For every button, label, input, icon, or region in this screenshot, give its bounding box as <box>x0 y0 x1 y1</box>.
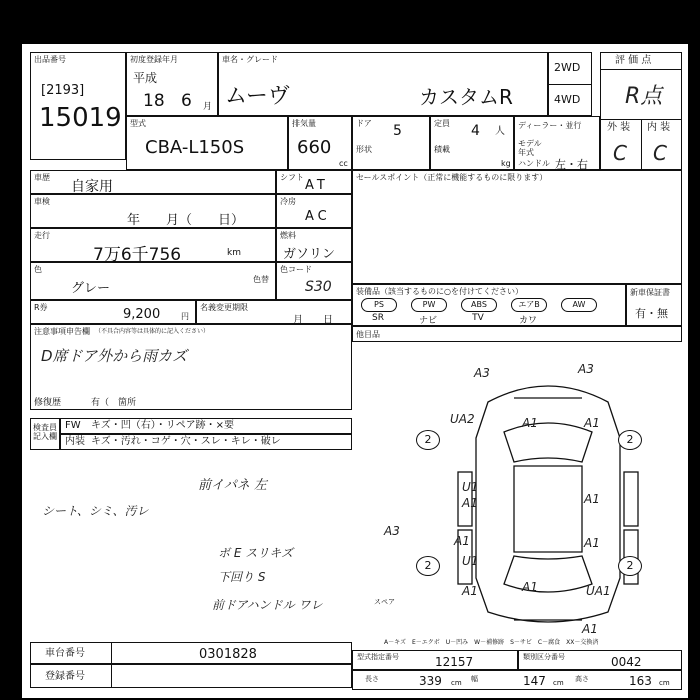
color-code: S30 <box>305 279 332 295</box>
lot-small-number: [2193] <box>41 83 85 98</box>
model-cell <box>126 116 288 170</box>
color-code-cell <box>276 262 352 300</box>
aircon-label: 冷房 <box>280 197 296 206</box>
class-cell <box>518 650 682 670</box>
tire-rear-left: 2 <box>416 556 440 576</box>
damage-mark: UA1 <box>586 584 611 598</box>
name-change-value: 月 日 <box>293 315 333 324</box>
reg-label: 登録番号 <box>45 671 85 682</box>
sales-point-cell <box>352 170 682 284</box>
interior-row <box>60 434 352 450</box>
equipment-option: AW <box>561 298 597 312</box>
interior-line: キズ・汚れ・コゲ・穴・スレ・キレ・破レ <box>91 436 281 447</box>
car-name-label: 車名・グレード <box>222 55 278 64</box>
height-label: 高さ <box>575 675 589 683</box>
repair-value: 有（ 箇所 <box>91 398 137 408</box>
kg-unit: kg <box>501 159 511 168</box>
lot-label: 出品番号 <box>34 55 66 64</box>
chassis-label: 車台番号 <box>45 648 85 659</box>
width-label: 幅 <box>471 675 478 683</box>
damage-mark: A1 <box>582 622 598 636</box>
equipment-cell <box>352 284 626 326</box>
displacement-label: 排気量 <box>292 119 316 128</box>
notes-label: 注意事項申告欄 <box>34 327 90 336</box>
length-value: 339 <box>419 674 442 688</box>
rear-window <box>504 556 592 592</box>
evaluation-cell <box>600 52 682 170</box>
model-type-value: 12157 <box>435 655 474 669</box>
auction-sheet <box>22 44 688 698</box>
reg-month: 6 <box>181 91 192 111</box>
spare-label: スペア <box>374 598 395 606</box>
shaken-cell <box>30 194 276 228</box>
doors: 5 <box>393 123 402 139</box>
recycle-cell <box>30 300 196 324</box>
drive-2wd: 2WD <box>554 61 581 74</box>
color-label: 色 <box>34 265 42 274</box>
mileage-cell <box>30 228 276 262</box>
aircon-cell <box>276 194 352 228</box>
damage-mark: UA2 <box>450 412 475 426</box>
handle-label: ハンドル <box>518 159 550 168</box>
reg-year: 18 <box>143 91 165 111</box>
equipment-option-label: ナビ <box>418 316 437 326</box>
history-label: 車歴 <box>34 173 50 182</box>
model-type-label: 型式指定番号 <box>357 653 399 661</box>
damage-mark: A1 <box>522 416 538 430</box>
equipment-option: ABS <box>461 298 497 312</box>
drive-4wd: 4WD <box>554 93 581 106</box>
first-registration-cell <box>126 52 218 116</box>
class-value: 0042 <box>611 655 642 669</box>
fuel: ガソリン <box>283 247 336 262</box>
recycle-value: 9,200 <box>123 307 161 322</box>
warranty-label: 新車保証書 <box>630 288 670 297</box>
car-name: ムーヴ <box>225 84 290 109</box>
fuel-cell <box>276 228 352 262</box>
car-diagram <box>414 362 682 634</box>
history-cell <box>30 170 276 194</box>
load-label: 積載 <box>434 145 450 154</box>
equipment-option-label: TV <box>472 313 484 323</box>
lot-number: 15019 <box>39 103 122 133</box>
chassis-value: 0301828 <box>199 647 257 662</box>
damage-mark: A3 <box>384 524 400 538</box>
displacement: 660 <box>297 137 332 158</box>
repair-label: 修復歴 <box>34 398 62 408</box>
eval-label: 評 価 点 <box>615 55 652 66</box>
shape-label: 形状 <box>356 145 372 154</box>
handle-value: 左・右 <box>555 158 588 170</box>
model-year-label: モデル年式 <box>518 139 542 157</box>
mileage: 7万6千756 <box>93 245 182 262</box>
cc-unit: cc <box>339 159 348 168</box>
equipment-option: エアB <box>511 298 547 312</box>
damage-mark: U1 <box>462 554 479 568</box>
eval-score: R点 <box>625 84 663 109</box>
damage-mark: A1 <box>584 416 600 430</box>
shift: AT <box>305 178 329 193</box>
displacement-cell <box>288 116 352 170</box>
equipment-option: PW <box>411 298 447 312</box>
damage-mark: A1 <box>584 492 600 506</box>
shaken-label: 車検 <box>34 197 50 206</box>
inspector-label: 検査員記入欄 <box>33 423 57 441</box>
doors-label: ドア <box>356 119 372 128</box>
inspector-interior-label: 内装 <box>65 436 85 447</box>
right-front-door <box>624 472 638 526</box>
height-unit: cm <box>659 679 670 687</box>
damage-mark: A1 <box>462 584 478 598</box>
registration-cell <box>30 664 352 688</box>
capacity: 4 <box>471 123 480 139</box>
damage-mark: A3 <box>474 366 490 380</box>
capacity-unit: 人 <box>495 126 505 137</box>
name-change-cell <box>196 300 352 324</box>
car-name-cell <box>218 52 548 116</box>
era: 平成 <box>133 71 158 85</box>
history: 自家用 <box>71 179 113 194</box>
height-value: 163 <box>629 674 652 688</box>
front-windshield <box>504 423 592 462</box>
length-unit: cm <box>451 679 462 687</box>
damage-mark: A1 <box>462 496 478 510</box>
exterior-label: 外 装 <box>607 122 631 133</box>
capacity-cell <box>430 116 514 170</box>
fw-label: FW <box>65 420 81 431</box>
handwritten-note-5: 前ドアハンドル ワレ <box>212 598 323 612</box>
width-value: 147 <box>523 674 546 688</box>
mileage-label: 走行 <box>34 231 50 240</box>
warranty-value: 有・無 <box>635 307 668 320</box>
handwritten-note-2: シート、シミ、汚レ <box>42 504 149 518</box>
color-cell <box>30 262 276 300</box>
equipment-label: 装備品（該当するものに○を付けてください） <box>356 287 523 296</box>
chassis-cell <box>30 642 352 664</box>
shift-cell <box>276 170 352 194</box>
damage-mark: A3 <box>578 362 594 376</box>
km-unit: km <box>227 248 241 258</box>
other-equipment-cell <box>352 326 682 342</box>
fw-row <box>60 418 352 434</box>
handwritten-note-1: 前イパネ 左 <box>198 478 267 493</box>
model: CBA-L150S <box>145 137 245 158</box>
color: グレー <box>71 281 111 296</box>
tire-front-right: 2 <box>618 430 642 450</box>
handwritten-note-3: ボ E スリキズ <box>218 546 293 560</box>
color-code-label: 色コード <box>280 265 312 274</box>
warranty-cell <box>626 284 682 326</box>
fuel-label: 燃料 <box>280 231 296 240</box>
equipment-option-label: SR <box>372 313 384 323</box>
notes-text: D席ドア外から雨カズ <box>41 347 188 365</box>
doors-cell <box>352 116 430 170</box>
model-type-cell <box>352 650 518 670</box>
class-label: 類別区分番号 <box>523 653 565 661</box>
damage-legend: A－キズ E－エクボ U－凹み W－補修跡 S－サビ C－腐食 XX－交換済 <box>384 639 599 646</box>
damage-mark: A1 <box>584 536 600 550</box>
tire-rear-right: 2 <box>618 556 642 576</box>
first-reg-label: 初度登録年月 <box>130 55 178 64</box>
interior-label: 内 装 <box>647 122 671 133</box>
dealer-cell <box>514 116 600 170</box>
roof <box>514 466 582 552</box>
notes-cell <box>30 324 352 410</box>
other-label: 他目品 <box>356 330 380 339</box>
inspector-label-cell <box>30 418 60 450</box>
interior-grade: C <box>653 141 667 165</box>
exterior-grade: C <box>613 141 627 165</box>
damage-mark: A1 <box>454 534 470 548</box>
grade: カスタムR <box>419 85 513 109</box>
sales-point-label: セールスポイント（正常に機能するものに限ります） <box>356 173 548 182</box>
capacity-label: 定員 <box>434 119 450 128</box>
dimensions-cell <box>352 670 682 690</box>
month-unit: 月 <box>203 102 213 112</box>
length-label: 長さ <box>365 675 379 683</box>
model-label: 型式 <box>130 119 146 128</box>
damage-mark: A1 <box>522 580 538 594</box>
paint-label: 色替 <box>253 275 269 284</box>
tire-front-left: 2 <box>416 430 440 450</box>
notes-sublabel: （不具合内容等は具体的に記入ください） <box>95 328 210 335</box>
handwritten-note-4: 下回り S <box>218 570 266 584</box>
width-unit: cm <box>553 679 564 687</box>
damage-mark: U1 <box>462 480 479 494</box>
shift-label: シフト <box>280 173 304 182</box>
equipment-option: PS <box>361 298 397 312</box>
recycle-label: R券 <box>34 303 48 312</box>
lot-number-cell <box>30 52 126 160</box>
fw-line: キズ・凹（右）・リペア跡・×要 <box>91 420 234 431</box>
dealer-label: ディーラー・並行 <box>518 121 582 130</box>
aircon: AC <box>305 209 331 224</box>
equipment-option-label: カワ <box>518 316 537 326</box>
yen-unit: 円 <box>181 312 189 321</box>
drive-cell <box>548 52 592 116</box>
name-change-label: 名義変更期限 <box>200 303 248 312</box>
shaken-value: 年 月（ 日） <box>127 213 245 228</box>
